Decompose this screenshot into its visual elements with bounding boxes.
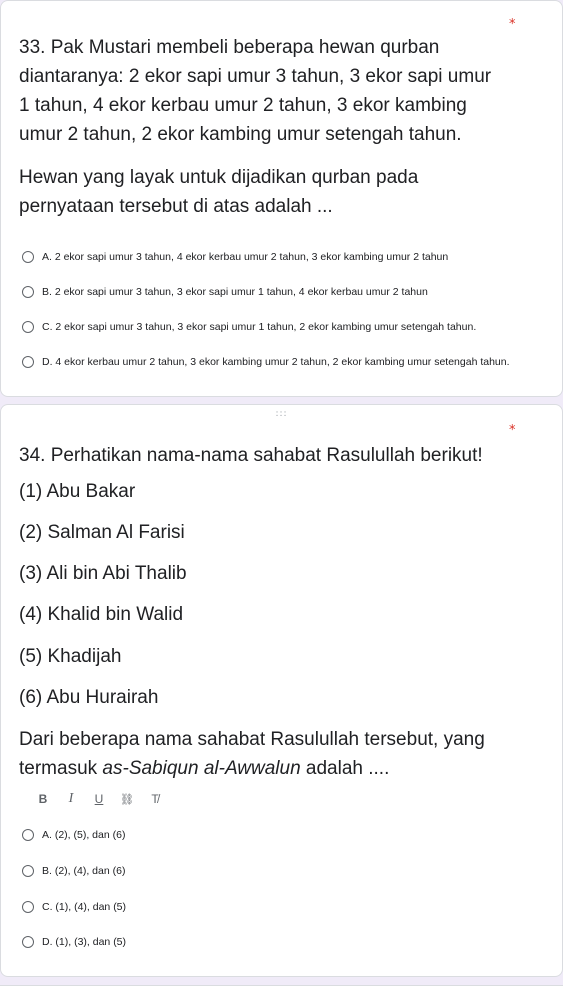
- option-label: A. (2), (5), dan (6): [42, 829, 126, 841]
- name-list-item: (3) Ali bin Abi Thalib: [19, 563, 187, 584]
- radio-button[interactable]: [22, 865, 34, 877]
- option-d[interactable]: [22, 932, 126, 952]
- name-list-item: (6) Abu Hurairah: [19, 687, 159, 708]
- option-label: D. 4 ekor kerbau umur 2 tahun, 3 ekor kambing umur 2 tahun, 2 ekor kambing umur setengah tahun.: [42, 356, 510, 368]
- option-label: C. (1), (4), dan (5): [42, 901, 127, 913]
- question-card-33: [0, 0, 563, 397]
- radio-button[interactable]: [22, 286, 34, 298]
- radio-button[interactable]: [22, 829, 34, 841]
- option-c[interactable]: [22, 317, 476, 337]
- name-list-item: (4) Khalid bin Walid: [19, 604, 184, 625]
- next-card-edge: [0, 985, 563, 996]
- question-prompt: [19, 725, 532, 783]
- drag-handle-icon[interactable]: :::: [275, 409, 288, 419]
- prompt-text: termasuk: [19, 758, 103, 779]
- question-title: 34. Perhatikan nama-nama sahabat Rasulullah berikut!: [19, 445, 483, 466]
- clear-format-icon[interactable]: T̸: [151, 792, 159, 806]
- question-prompt: [19, 163, 532, 221]
- format-toolbar: [29, 791, 169, 807]
- prompt-italic-term: as-Sabiqun al-Awwalun: [102, 758, 301, 779]
- italic-icon[interactable]: I: [68, 791, 74, 806]
- question-title-line: 1 tahun, 4 ekor kerbau umur 2 tahun, 3 ekor kambing: [19, 95, 467, 116]
- link-icon[interactable]: ⛓: [120, 792, 134, 806]
- radio-button[interactable]: [22, 936, 34, 948]
- question-card-34: [0, 404, 563, 977]
- question-prompt-line: Hewan yang layak untuk dijadikan qurban pada: [19, 167, 419, 188]
- prompt-text: adalah ....: [300, 758, 390, 779]
- question-title-line: diantaranya: 2 ekor sapi umur 3 tahun, 3 ekor sapi umur: [19, 66, 492, 87]
- required-asterisk: *: [509, 423, 516, 438]
- name-list-item: (2) Salman Al Farisi: [19, 522, 185, 543]
- question-prompt-line: Dari beberapa nama sahabat Rasulullah tersebut, yang: [19, 729, 485, 750]
- bold-icon[interactable]: B: [38, 792, 48, 806]
- required-asterisk: *: [509, 17, 516, 32]
- radio-button[interactable]: [22, 356, 34, 368]
- question-title-line: umur 2 tahun, 2 ekor kambing umur setengah tahun.: [19, 124, 462, 145]
- option-c[interactable]: [22, 897, 126, 917]
- option-b[interactable]: [22, 861, 125, 881]
- option-label: C. 2 ekor sapi umur 3 tahun, 3 ekor sapi umur 1 tahun, 2 ekor kambing umur setengah tahun.: [42, 321, 477, 333]
- radio-button[interactable]: [22, 901, 34, 913]
- underline-icon[interactable]: U: [94, 792, 104, 806]
- radio-button[interactable]: [22, 251, 34, 263]
- radio-button[interactable]: [22, 321, 34, 333]
- option-d[interactable]: [22, 352, 510, 372]
- option-label: D. (1), (3), dan (5): [42, 936, 127, 948]
- question-prompt-line: pernyataan tersebut di atas adalah ...: [19, 196, 333, 217]
- question-title: [19, 33, 532, 149]
- name-list-item: (1) Abu Bakar: [19, 481, 136, 502]
- question-title-line: 33. Pak Mustari membeli beberapa hewan qurban: [19, 37, 440, 58]
- name-list-item: (5) Khadijah: [19, 646, 122, 667]
- option-a[interactable]: [22, 247, 448, 267]
- option-label: B. (2), (4), dan (6): [42, 865, 126, 877]
- option-label: B. 2 ekor sapi umur 3 tahun, 3 ekor sapi umur 1 tahun, 4 ekor kerbau umur 2 tahun: [42, 286, 428, 298]
- option-b[interactable]: [22, 282, 428, 302]
- option-a[interactable]: [22, 825, 125, 845]
- option-label: A. 2 ekor sapi umur 3 tahun, 4 ekor kerbau umur 2 tahun, 3 ekor kambing umur 2 tahun: [42, 251, 449, 263]
- question-prompt-line: [19, 754, 532, 783]
